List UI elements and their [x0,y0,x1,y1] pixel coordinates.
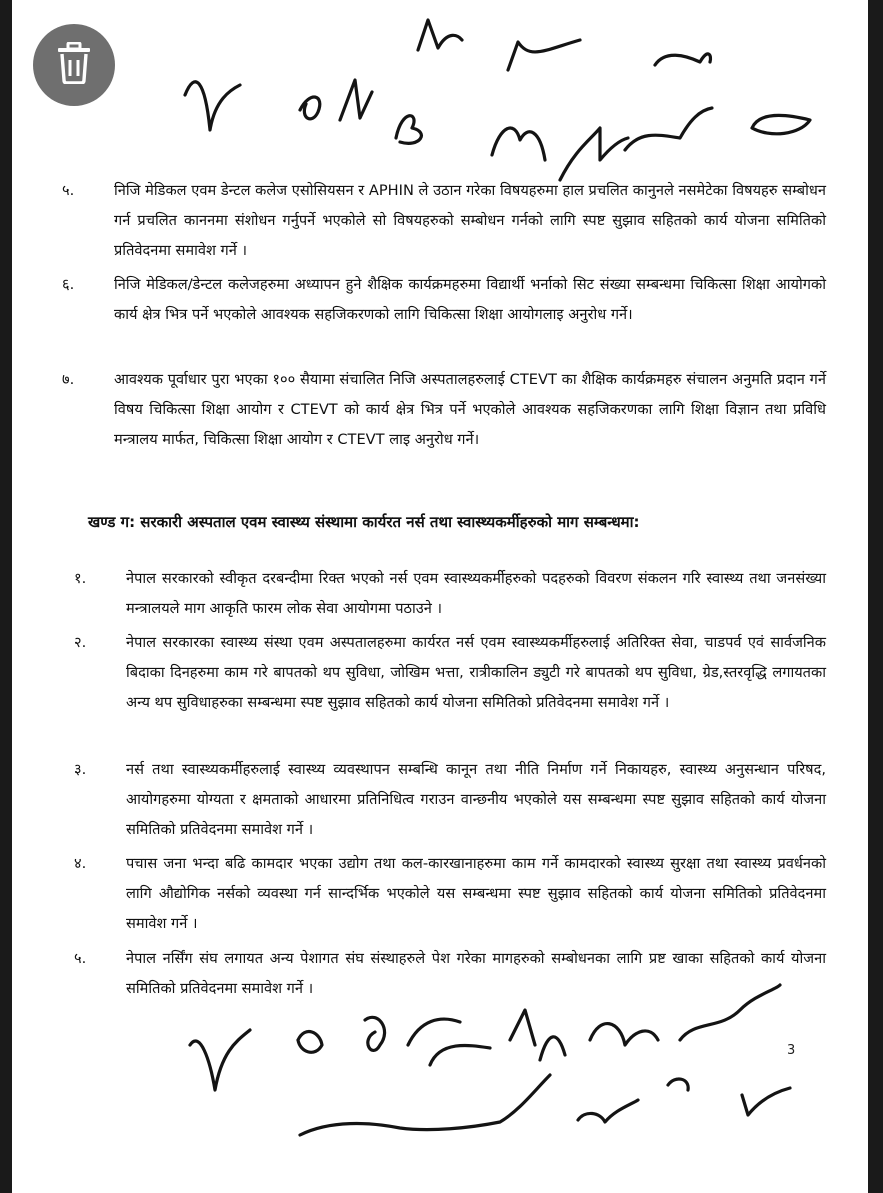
section-c-heading: खण्ड ग: सरकारी अस्पताल एवम स्वास्थ्य संस्थामा कार्यरत नर्स तथा स्वास्थ्यकर्मीहरुको माग सम्बन्धमा: [88,513,640,531]
item-text: नेपाल नर्सिंग संघ लगायत अन्य पेशागत संघ संस्थाहरुले पेश गरेका मागहरुको सम्बोधनका लागि प्रष्ट खाका सहितको कार्य योजना समितिको प्रतिवेदनमा समावेश गर्ने । [126,950,826,997]
item-text: नेपाल सरकारको स्वीकृत दरबन्दीमा रिक्त भएको नर्स एवम स्वास्थ्यकर्मीहरुको पदहरुको विवरण संकलन गरि स्वास्थ्य तथा जनसंख्या मन्त्रालयले माग आकृति फारम लोक सेवा आयोगमा पठाउने । [126,570,826,617]
page-number: 3 [787,1043,796,1058]
item-text: निजि मेडिकल/डेन्टल कलेजहरुमा अध्यापन हुने शैक्षिक कार्यक्रमहरुमा विद्यार्थी भर्नाको सिट संख्या सम्बन्धमा चिकित्सा शिक्षा आयोगको कार्य क्षेत्र भित्र पर्ने भएकोले आवश्यक सहजिकरणको लागि चिकित्सा शिक्षा आयोगलाइ अनुरोध गर्ने। [114,276,826,323]
item-number: ४. [74,855,87,872]
item-text: निजि मेडिकल एवम डेन्टल कलेज एसोसियसन र APHIN ले उठान गरेका विषयहरुमा हाल प्रचलित कानुनले नसमेटेका विषयहरु सम्बोधन गर्न प्रचलित काननमा संशोधन गर्नुपर्ने भएकोले सो विषयहरुको सम्बोधन गर्नको लागि स्पष्ट सुझाव सहितको कार्य योजना समितिको प्रतिवेदनमा समावेश गर्ने । [114,182,826,259]
item-text: नेपाल सरकारका स्वास्थ्य संस्था एवम अस्पतालहरुमा कार्यरत नर्स एवम स्वास्थ्यकर्मीहरुलाई अतिरिक्त सेवा, चाडपर्व एवं सार्वजनिक बिदाका दिनहरुमा काम गरे बापतको थप सुविधा, जोखिम भत्ता, रात्रीकालिन ड्युटी गरे बापतको थप सुविधा, ग्रेड,स्तरवृद्धि लगायतका अन्य थप सुविधाहरुका सम्बन्धमा स्पष्ट सुझाव सहितको कार्य योजना समितिको प्रतिवेदनमा समावेश गर्ने । [126,634,826,711]
item-text: आवश्यक पूर्वाधार पुरा भएका १०० सैयामा संचालित निजि अस्पतालहरुलाई CTEVT का शैक्षिक कार्यक्रमहरु संचालन अनुमति प्रदान गर्ने विषय चिकित्सा शिक्षा आयोग र CTEVT को कार्य क्षेत्र भित्र पर्ने भएकोले आवश्यक सहजिकरणका लागि शिक्षा विज्ञान तथा प्रविधि मन्त्रालय मार्फत, चिकित्सा शिक्षा आयोग र CTEVT लाइ अनुरोध गर्ने। [114,371,826,448]
trash-icon [55,42,93,88]
top-signatures [185,20,810,180]
bottom-signatures [190,985,790,1135]
item-text: नर्स तथा स्वास्थ्यकर्मीहरुलाई स्वास्थ्य व्यवस्थापन सम्बन्धि कानून तथा नीति निर्माण गर्ने निकायहरु, स्वास्थ्य अनुसन्धान परिषद, आयोगहरुमा योग्यता र क्षमताको आधारमा प्रतिनिधित्व गराउन वान्छनीय भएकोले यस सम्बन्धमा स्पष्ट सुझाव सहितको कार्य योजना समितिको प्रतिवेदनमा समावेश गर्ने । [126,761,826,838]
delete-button[interactable] [33,24,115,106]
item-number: ६. [62,276,75,293]
item-number: ५. [74,950,87,967]
item-text: पचास जना भन्दा बढि कामदार भएका उद्योग तथा कल-कारखानाहरुमा काम गर्ने कामदारको स्वास्थ्य सुरक्षा तथा स्वास्थ्य प्रवर्धनको लागि औद्योगिक नर्सको व्यवस्था गर्न सान्दर्भिक भएकोले यस सम्बन्धमा स्पष्ट सुझाव सहितको कार्य योजना समितिको प्रतिवेदनमा समावेश गर्ने । [126,855,826,932]
item-number: २. [74,634,87,651]
item-number: ७. [62,371,75,388]
item-number: १. [74,570,87,587]
item-number: ३. [74,761,87,778]
item-number: ५. [62,182,75,199]
